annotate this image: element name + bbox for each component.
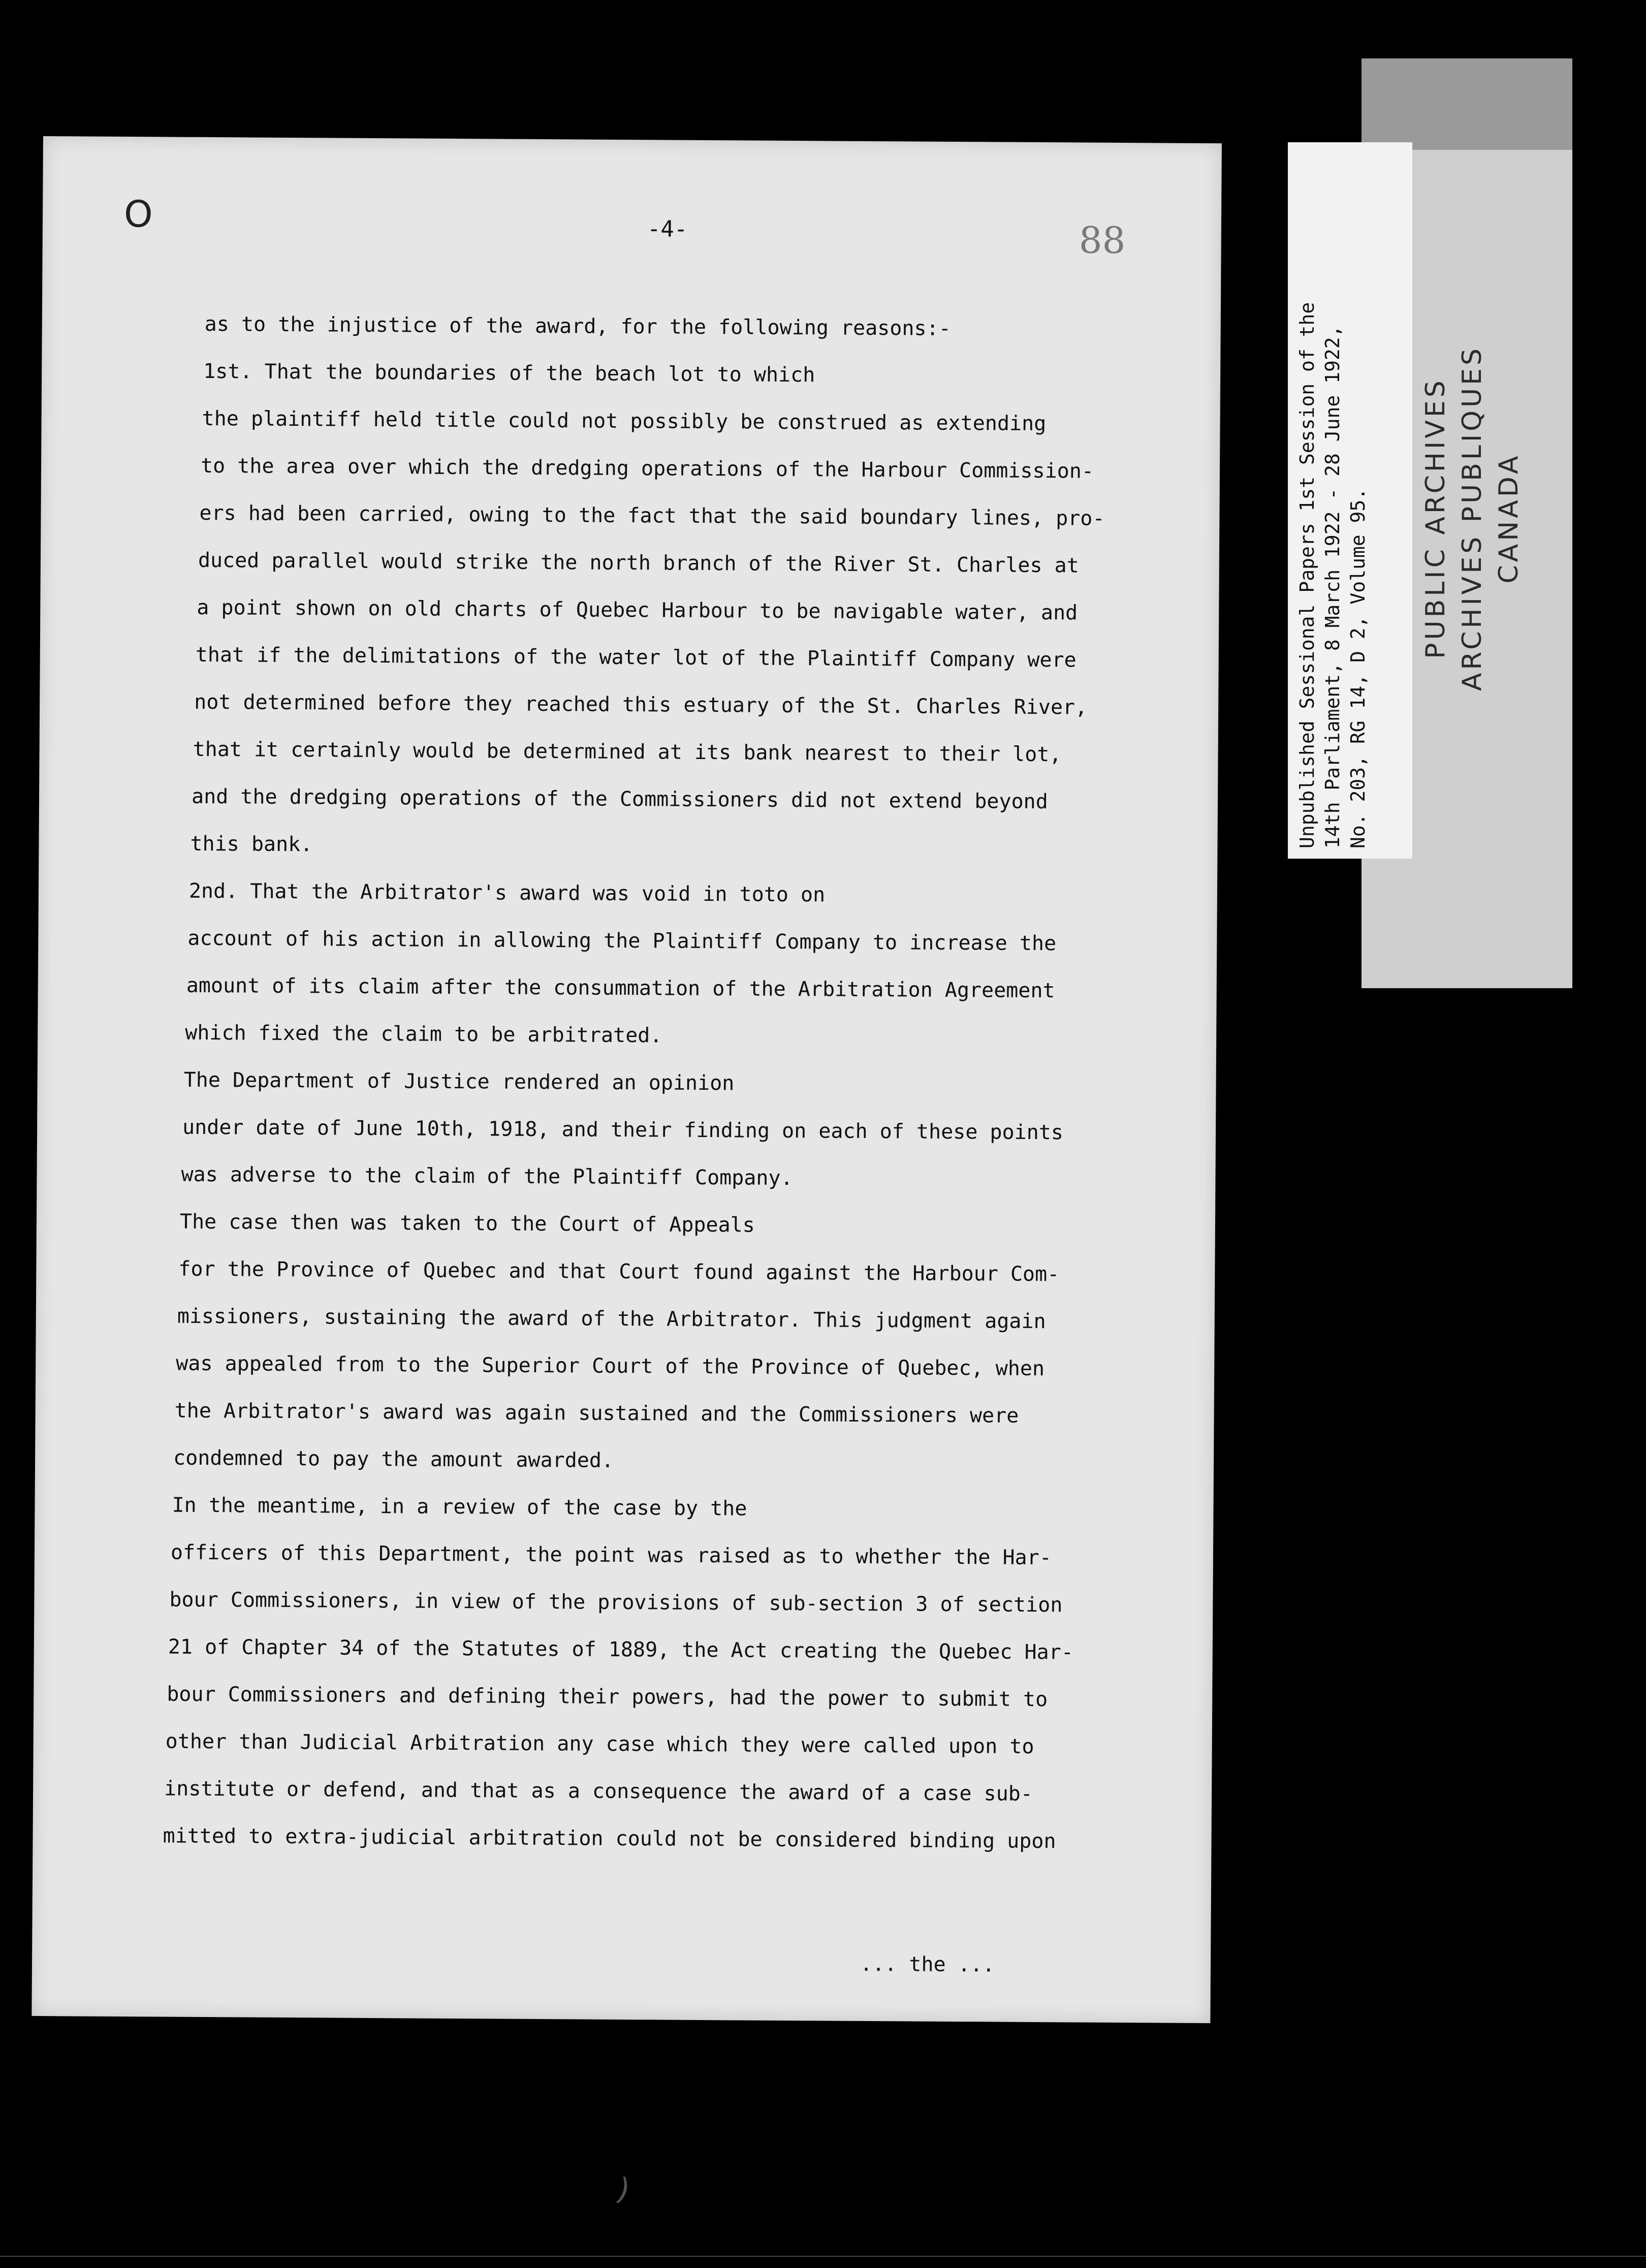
text-line: under date of June 10th, 1918, and their finding on each of these points (182, 1115, 1064, 1145)
text-line: 1st. That the boundaries of the beach lot to which (203, 359, 815, 387)
stamp-line: ARCHIVES PUBLIQUES (1457, 345, 1487, 691)
text-line: institute or defend, and that as a consequence the award of a case sub- (164, 1777, 1033, 1806)
stamp-line: PUBLIC ARCHIVES (1420, 377, 1451, 659)
text-line: 2nd. That the Arbitrator's award was void in toto on (188, 879, 826, 907)
text-line: to the area over which the dredging operations of the Harbour Commission- (200, 454, 1094, 483)
text-line: duced parallel would strike the north branch of the River St. Charles at (198, 548, 1079, 578)
text-line: as to the injustice of the award, for the following reasons:- (204, 312, 951, 340)
text-line: amount of its claim after the consummation of the Arbitration Agreement (186, 973, 1055, 1003)
text-line: that if the delimitations of the water lot of the Plaintiff Company were (195, 643, 1077, 672)
punch-hole-mark: O (123, 192, 153, 236)
archive-label-line: Unpublished Sessional Papers 1st Session of the (1296, 302, 1318, 848)
text-line: officers of this Department, the point was raised as to whether the Har- (170, 1540, 1052, 1570)
text-line: The Department of Justice rendered an opinion (183, 1068, 735, 1095)
document-page (31, 136, 1222, 2023)
text-line: was appealed from to the Superior Court of the Province of Quebec, when (176, 1351, 1045, 1381)
text-line: other than Judicial Arbitration any case which they were called upon to (165, 1729, 1034, 1758)
text-line: this bank. (190, 832, 313, 857)
archives-stamp (1417, 290, 1527, 747)
margin-mark: ) (613, 2171, 634, 2209)
text-line: The case then was taken to the Court of Appeals (179, 1210, 755, 1237)
bottom-edge-line (0, 2256, 1646, 2257)
archive-label-line: No. 203, RG 14, D 2, Volume 95. (1347, 488, 1369, 848)
folder-tab-clip (1362, 58, 1572, 150)
archive-label-line: 14th Parliament, 8 March 1922 - 28 June 1922, (1321, 325, 1344, 848)
archive-label (1294, 137, 1371, 848)
continuation-text: ... the ... (860, 1952, 995, 1977)
text-line: that it certainly would be determined at its bank nearest to their lot, (193, 737, 1062, 767)
text-line: and the dredging operations of the Commissioners did not extend beyond (191, 784, 1048, 814)
text-line: bour Commissioners and defining their powers, had the power to submit to (167, 1682, 1048, 1712)
text-line: mitted to extra-judicial arbitration could not be considered binding upon (163, 1824, 1056, 1853)
text-line: In the meantime, in a review of the case by the (172, 1493, 747, 1521)
text-line: account of his action in allowing the Plaintiff Company to increase the (187, 926, 1057, 956)
text-line: 21 of Chapter 34 of the Statutes of 1889, the Act creating the Quebec Har- (168, 1635, 1074, 1664)
text-line: bour Commissioners, in view of the provisions of sub-section 3 of section (169, 1588, 1063, 1617)
folio-number: 88 (1079, 218, 1126, 262)
text-line: ers had been carried, owing to the fact that the said boundary lines, pro- (199, 501, 1105, 530)
text-line: condemned to pay the amount awarded. (173, 1446, 614, 1472)
text-line: the Arbitrator's award was again sustained and the Commissioners were (174, 1399, 1019, 1428)
text-line: a point shown on old charts of Quebec Harbour to be navigable water, and (197, 595, 1078, 625)
text-line: missioners, sustaining the award of the Arbitrator. This judgment again (177, 1304, 1046, 1334)
stamp-line: CANADA (1494, 453, 1524, 584)
text-line: for the Province of Quebec and that Court found against the Harbour Com- (178, 1257, 1060, 1286)
page-number: -4- (647, 216, 688, 242)
text-line: was adverse to the claim of the Plaintiff Company. (181, 1162, 793, 1190)
text-line: which fixed the claim to be arbitrated. (185, 1021, 662, 1048)
text-line: the plaintiff held title could not possibly be construed as extending (202, 406, 1047, 436)
text-line: not determined before they reached this estuary of the St. Charles River, (194, 690, 1088, 719)
